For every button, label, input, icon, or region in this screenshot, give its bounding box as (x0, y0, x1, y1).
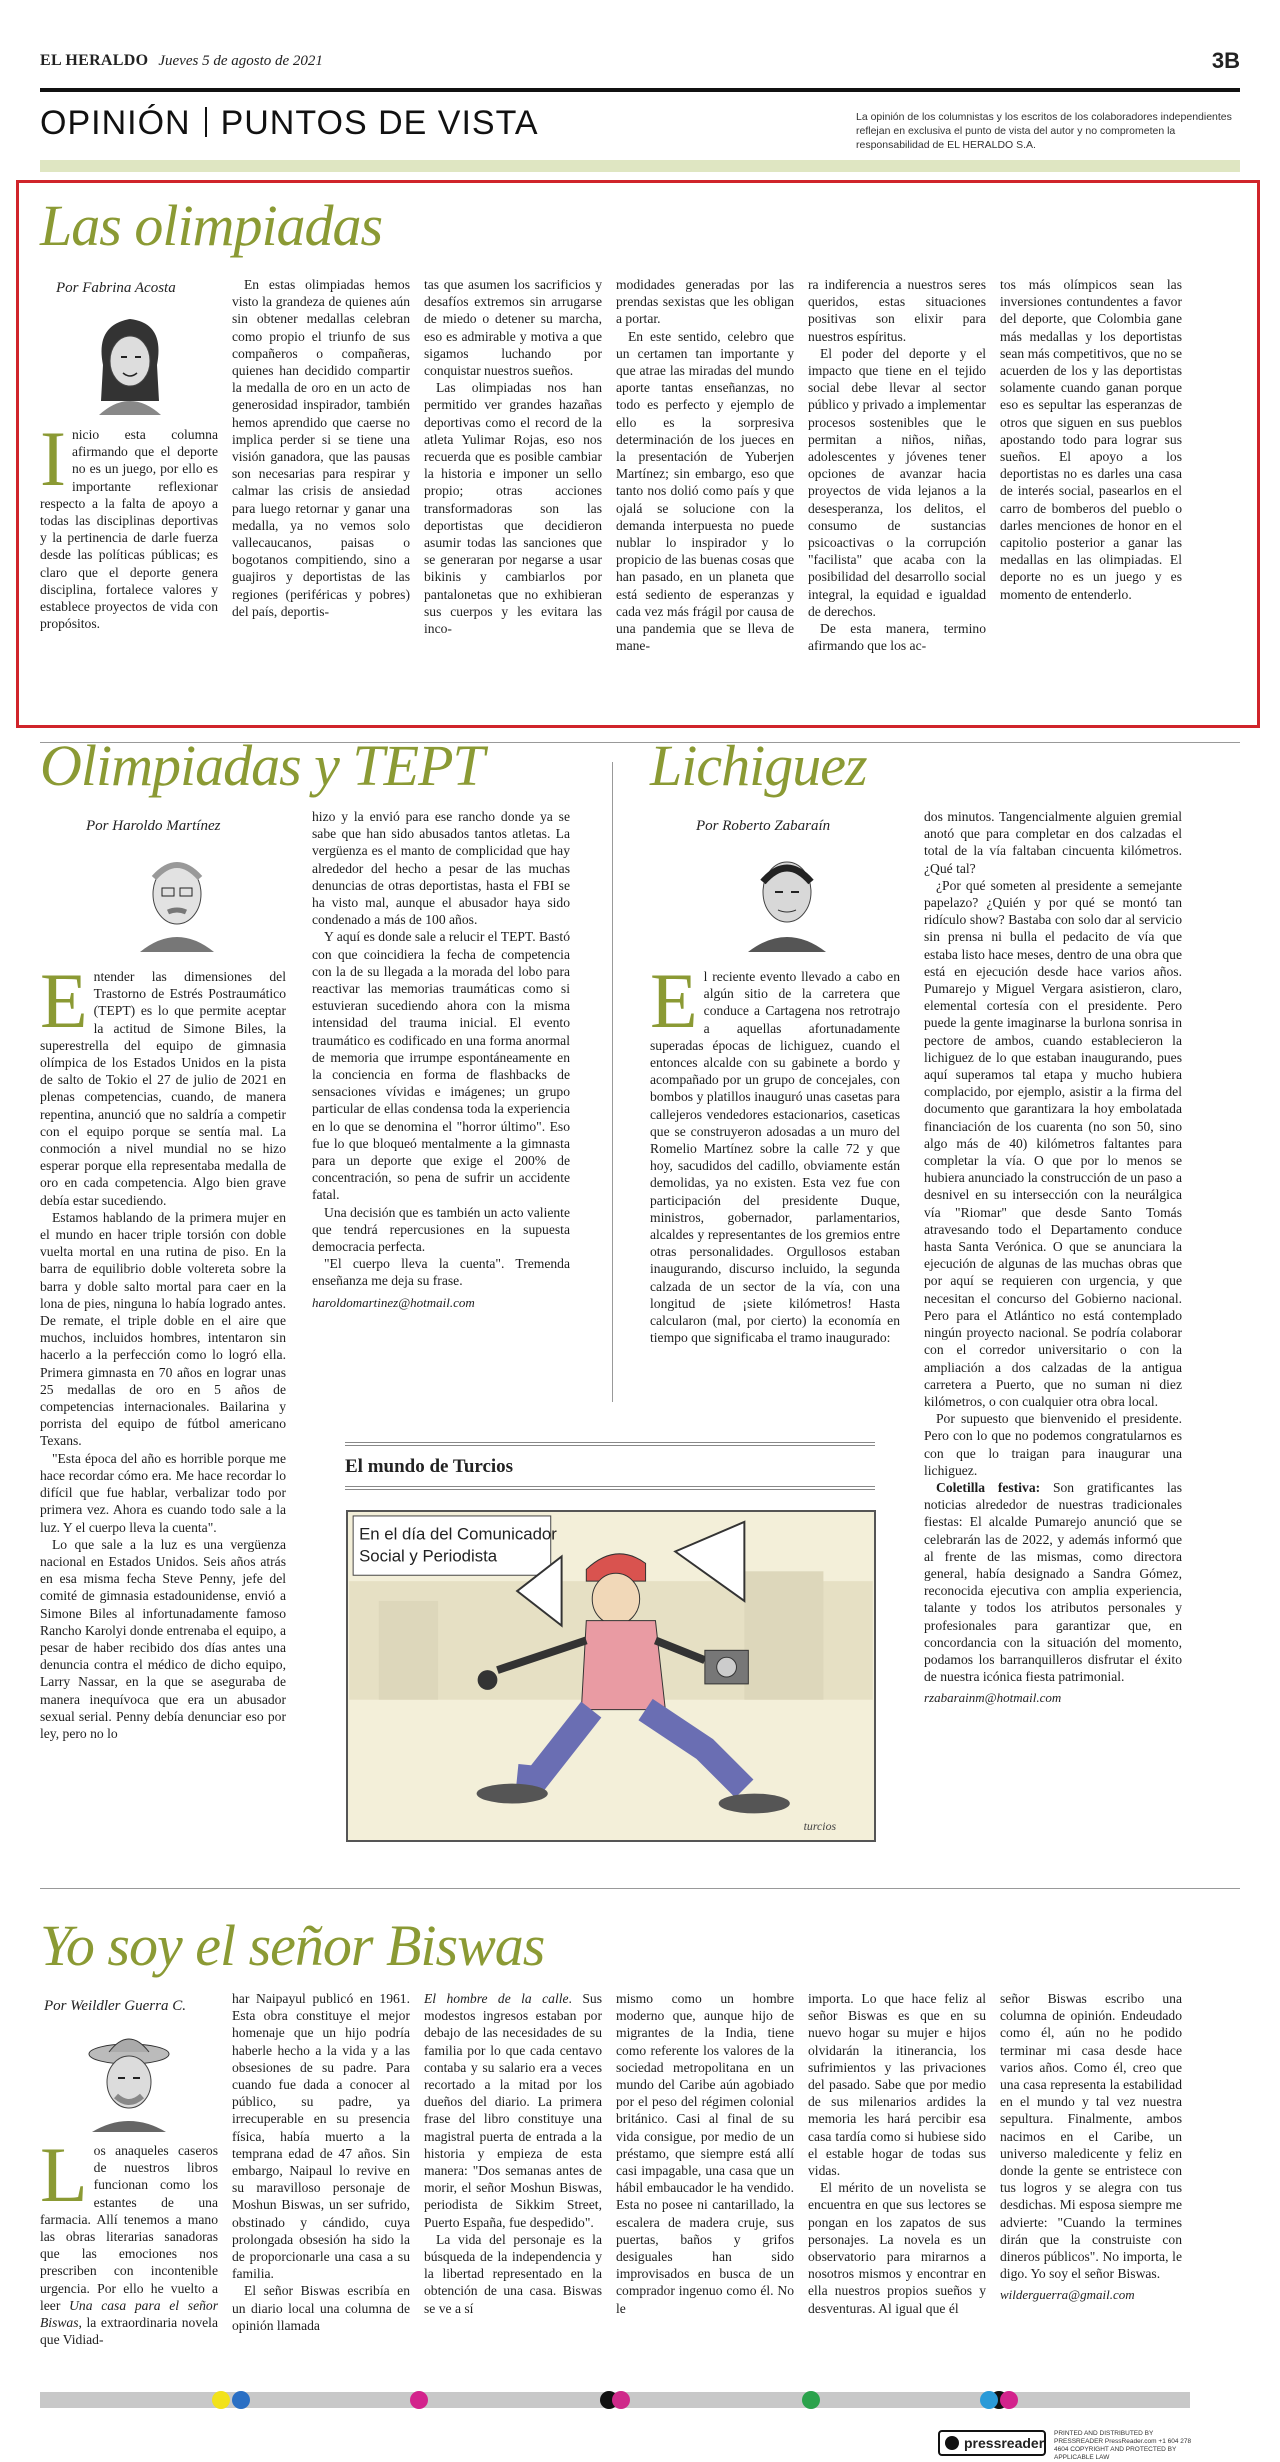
article-byline: Por Fabrina Acosta (56, 280, 176, 296)
column-text: hizo y la envió para ese rancho donde ya se sabe que han sido abusados tantos atletas. La vergüenza es el manto de complicidad que hay alrededor del hecho a pesar de las muchas denuncias de otras deportistas, hasta el FBI se ha visto mal, aunque el abusador haya sido condenado a más de 100 años. (312, 809, 570, 928)
article-title: Lichiguez (650, 733, 867, 798)
column-text: tas que asumen los sacrificios y desafíos extremos sin arrugarse de miedo o detener su marcha, eso es admirable y motiva a que sigamos luchando por conquistar nuestros sueños. (424, 277, 602, 379)
article-column (808, 1990, 986, 2385)
column-text: os anaqueles caseros de nuestros libros funcionan como los estantes de una farmacia. Allí tenemos a mano las obras literarias sanadoras que las emociones nos prescriben con incontenible urgencia. Por ello he vuelto a leer (40, 2143, 218, 2313)
column-text: En este sentido, celebro que un certamen tan importante y que atrae las miradas del mundo aporte tantas enseñanzas, no todo es perfecto y ejemplo de ello es la sorpresiva determinación de los jueces en la presentación de Yuberjen Martínez; sin embargo, eso que tanto nos dolió como país y que ojalá se solucione con la demanda interpuesta no puede nublar lo inspirador y lo propicio de las buenas cosas que han pasado, en un planeta que está sediento de esperanzas y cada vez más frágil por causa de una pandemia que se lleva de mane- (616, 328, 794, 654)
print-notice: PRINTED AND DISTRIBUTED BY PRESSREADER PressReader.com +1 604 278 4604 COPYRIGHT AND PROTECTED BY APPLICABLE LAW (1054, 2430, 1192, 2461)
column-text: l reciente evento llevado a cabo en algún sitio de la carretera que conduce a Cartagena nos retrotrajo a aquellas afortunadamente superadas épocas de lichiguez, cuando el entonces alcalde con su gabinete a bordo y acompañado por un grupo de concejales, con bombos y platillos inauguró unas casetas para callejeros vendedores estacionarios, caseticas que se construyeron adosadas a un muro del Romelio Martínez sobre la calle 72 y que hoy, sacudidos del cadillo, obviamente están demolidas, ya no existen. Esta vez fue con participación del presidente Duque, ministros, gobernador, parlamentarios, alcaldes y representantes de los gremios entre otras personalidades. Orgullosos estaban inaugurando, discurso incluido, la segunda calzada de un sector de la vía, con una longitud de ¡siete kilómetros! Hasta calcularon (mal, por cierto) la economía en tiempo que significaba el tramo inaugurado: (650, 969, 900, 1346)
article-column (40, 2131, 218, 2382)
author-photo (84, 2022, 174, 2132)
article-title: Yo soy el señor Biswas (40, 1913, 545, 1978)
drop-cap: I (40, 415, 66, 502)
cartoon-title: El mundo de Turcios (345, 1456, 514, 1477)
column-text: Y aquí es donde sale a relucir el TEPT. Bastó con que coincidiera la fecha de competencia con la de su llegada a la morada del lobo para reactivar las memorias traumáticas como si estuvieran sucediendo ahora con la misma intensidad del trauma inicial. El evento traumático es codificado en una forma anormal de memoria que irrumpe espontáneamente en la conciencia en forma de flashbacks de sensaciones vívidas e imágenes; un grupo particular de ellas condensa toda la experiencia en lo que se denomina el "horror último". Eso fue lo que bloqueó mentalmente a la gimnasta para un deporte que exige el 200% de concentración, so pena de sufrir un accidente fatal. (312, 929, 570, 1203)
drop-cap: E (650, 957, 698, 1044)
column-text: señor Biswas escribo una columna de opinión. Endeudado como él, aún no he podido terminar mi casa desde hace varios años. Como él, creo que una casa representa la estabilidad en el mundo y tal vez nuestra sepultura. Finalmente, ambos nacimos en el Caribe, un universo maledicente y feliz en donde la gente se entristece con tus logros y se alegra con tus desdichas. Mi esposa siempre me advierte: "Cuando la termines dirán que la construiste con dineros públicos". No importa, le digo. Yo soy el señor Biswas. (1000, 1991, 1182, 2282)
column-text: mismo como un hombre moderno que, aunque hijo de migrantes de la India, tiene como referente los valores de la sociedad metropolitana en un mundo del Caribe aún agobiado por el peso del régimen colonial británico. Casi al final de su vida consigue, por medio de un préstamo, que siempre está allí casi impagable, una casa que un hábil embaucador le ha vendido. Esta no posee ni cantarillado, la escalera de madera cruje, sus puertas, baños y grifos desiguales han sido improvisados en busca de un comprador ingenuo como él. No le (616, 1991, 794, 2316)
article-column (616, 276, 794, 721)
column-text: El señor Biswas escribía en un diario local una columna de opinión llamada (232, 2283, 410, 2333)
column-label: Coletilla festiva: (936, 1479, 1041, 1495)
author-email: wilderguerra@gmail.com (1000, 2287, 1135, 2303)
author-photo (85, 305, 175, 415)
drop-cap: E (40, 957, 88, 1044)
column-text: En estas olimpiadas hemos visto la grandeza de quienes aún sin obtener medallas celebran como propio el triunfo de sus compañeros o compañeras, quienes han decidido compartir la medalla de oro en un acto de generosidad inspirador, también hemos aprendido que caerse no implica perder si se tiene una visión ganadora, que las pausas son necesarias para respirar y calmar las crisis de ansiedad para luego retornar y ganar una medalla, ya no vemos solo vallecaucanos, paisas o bogotanos compitiendo, sino a guajiros y deportistas de las regiones (periféricas y pobres) del país, deportis- (232, 277, 410, 619)
column-text: La vida del personaje es la búsqueda de la independencia y la libertad representado en la obtención de una casa. Biswas se ve a sí (424, 2231, 602, 2316)
column-text: ¿Por qué someten al presidente a semejante papelazo? ¿Quién y por qué se montó tan ridículo show? Bastaba con solo dar al servicio sin prensa ni bulla el pedacito de vía que estaba listo hace meses, dentro de una obra que está en ejecución desde hace varios años. Pumarejo y Miguel Vergara asistieron, claro, elemental cortesía con el presidente. Pero puede la gente imaginarse la burlona sonrisa in pectore de ambos, cuando establecieron la lichiguez de lo que estaban inaugurando, pues aquí superamos tal etapa y mucho hubiera complacido, por ejemplo, asistir a la firma del documento que garantizara la hoy embolatada financiación de los cuarenta (no son 50, sino algo más de 40) kilómetros faltantes para completar la vía. O que por lo menos se hubiera anunciado la construcción de un paso a desnivel en su intersección con la neurálgica vía "Riomar" que desde Santo Tomás atravesando todo el Departamento conduce hasta Santa Verónica. O que se anunciara la ejecución de algunas de las muchas obras que por aquí se requieren con urgencia, y que necesitan el concurso del Gobierno nacional. Pero para el Atlántico no está contemplado ningún proyecto nacional. Se podría colaborar con el corredor universitario o con la ampliación a dos calzadas de la antigua carretera a Puerto, que no suman ni diez kilómetros, o con cualquier otra obra local. (924, 877, 1182, 1409)
article-title: Olimpiadas y TEPT (40, 733, 484, 798)
section-divider (205, 107, 207, 137)
subsection-name: PUNTOS DE VISTA (220, 104, 539, 142)
column-text: har Naipayul publicó en 1961. Esta obra constituye el mejor homenaje que un hijo podría haberle hecho a la vida y a las obsesiones de su padre. Para cuando fue dada a conocer al público, su padre, ya irrecuperable en su presencia física, había muerto a la temprana edad de 47 años. Sin embargo, Naipaul lo revive en su maravilloso personaje de Moshun Biswas, un ser sufrido, obstinado y cándido, cuya prolongada obsesión ha sido la de proporcionarle una casa a su familia. (232, 1991, 410, 2282)
column-text: De esta manera, termino afirmando que los ac- (808, 621, 986, 654)
article-column (312, 808, 570, 1388)
article-byline: Por Weildler Guerra C. (44, 1998, 186, 2014)
article-column (1000, 1990, 1182, 2385)
article-column (650, 957, 900, 1468)
cartoon-caption-line-2: Social y Periodista (359, 1546, 498, 1566)
article-column (40, 415, 218, 726)
article-column (232, 276, 410, 721)
cartoon-rule (345, 1486, 875, 1490)
article-column (424, 1990, 602, 2385)
article-column (424, 276, 602, 721)
article-column (1000, 276, 1182, 721)
column-text: modidades generadas por las prendas sexistas que les obligan a portar. (616, 277, 794, 327)
column-text: Estamos hablando de la primera mujer en el mundo en hacer triple torsión con doble vuelta mortal en una rutina de piso. En la barra de equilibrio doble voltereta sobre la barra y doble salto mortal para caer en la lona de pies, ninguna lo había logrado antes. De remate, el triple doble en el aire que muchos, incluidos hombres, intentaron sin hacerlo a la perfección como lo logró ella. Primera gimnasta en 70 años en lograr unas 25 medallas de oro en 5 años de competencias internacionales. Bailarina y porrista del equipo de fútbol americano Texans. (40, 1209, 286, 1449)
author-email: haroldomartinez@hotmail.com (312, 1294, 475, 1310)
registration-dot (212, 2391, 230, 2409)
cartoon-caption-line-1: En el día del Comunicador (359, 1524, 557, 1544)
column-text: Lo que sale a la luz es una vergüenza nacional en Estados Unidos. Seis años atrás en esa misma fecha Steve Penny, jefe del comité de gimnasia estadounidense, envió a Simone Biles al infortunadamente famoso Rancho Karolyi donde entrenaba el equipo, a pesar de haber recibido dos días antes una denuncia contra el médico de dicho equipo, Larry Nassar, en la que se aseguraba de manera inequívoca que era un abusador sexual serial. Penny debía denunciar eso por ley, pero no lo (40, 1536, 286, 1741)
column-text: importa. Lo que hace feliz al señor Biswas es que en su nuevo hogar su mujer e hijos olvidarán la itinerancia, los sufrimientos y las privaciones del pasado. Sabe que por medio de sus milenarios ardides la memoria les hará percibir esa casa tardía como si hubiese sido el estable hogar de todas sus vidas. (808, 1991, 986, 2179)
column-text: dos minutos. Tangencialmente alguien gremial anotó que para completar en dos calzadas el total de la vía faltaban cincuenta kilómetros. ¿Qué tal? (924, 809, 1182, 876)
header-rule (40, 88, 1240, 92)
column-text: El poder del deporte y el impacto que tiene en el tejido social debe llevar al sector público y privado a implementar procesos sostenibles que le permitan a niños, niñas, adolescentes y jóvenes tener opciones de avanzar hacia proyectos de vida lejanos a la desesperanza, los delitos, el consumo de sustancias psicoactivas o la corrupción "facilista" que acaba con la posibilidad del desarrollo social integral, la equidad e igualdad de derechos. (808, 345, 986, 619)
section-divider (40, 1888, 1240, 1889)
section-band (40, 160, 1240, 172)
column-text: Son gratificantes las noticias alrededor de nuestras tradicionales fiestas: El alcalde Pumarejo anunció que se celebrarán las de 2022, y además informó que al frente de las mismas, como directora general, había designado a Sandra Gómez, reconocida ejecutiva con amplia experiencia, talante y todos los atributos personales y profesionales para garantizar que, en concordancia con la situación del momento, podamos los barranquilleros disfrutar el éxito de nuestra icónica fiesta patrimonial. (924, 1479, 1182, 1685)
column-divider (612, 762, 613, 1402)
article-column (40, 957, 286, 1741)
author-photo (742, 842, 832, 952)
editorial-disclaimer: La opinión de los columnistas y los escritos de los colaboradores independientes reflejan en exclusiva el punto de vista del autor y no comprometen la responsabilidad de EL HERALDO S.A. (856, 111, 1232, 152)
column-text: Las olimpiadas nos han permitido ver grandes hazañas deportivas como el record de la atleta Yulimar Rojas, eso nos recuerda que es posible cambiar la historia e imponer un sello propio; otras acciones transformadoras son las deportistas que decidieron asumir todas las sanciones que se generaran por negarse a usar bikinis y cambiarlos por pantalonetas que no exhibieran sus cuerpos y les evitara las inco- (424, 380, 602, 637)
page-number: 3B (1211, 48, 1240, 73)
registration-dot (612, 2391, 630, 2409)
book-title: Una casa para el señor Biswas (40, 2297, 218, 2331)
column-text: ntender las dimensiones del Trastorno de Estrés Postraumático (TEPT) es lo que permite aceptar la actitud de Simone Biles, la superestrella del equipo de gimnasia olímpica de los Estados Unidos en la pista de salto de Tokio el 27 de julio de 2021 en plenas competencias, cuando, de manera repentina, anunció que no saldría a competir con el equipo porque se sentía mal. La conmoción a nivel mundial no se hizo esperar porque ella representaba medalla de oro en cada competencia. Algo bien grave debía estar sucediendo. (40, 969, 286, 1208)
author-email: rzabarainm@hotmail.com (924, 1690, 1062, 1706)
issue-date: Jueves 5 de agosto de 2021 (158, 53, 323, 69)
registration-dot (1000, 2391, 1018, 2409)
article-column (232, 1990, 410, 2385)
section-title (40, 104, 539, 143)
column-text: nicio esta columna afirmando que el deporte no es un juego, por ello es importante reflexionar respecto a la falta de apoyo a todas las disciplinas deportivas y la pertinencia de darle fuerza desde las políticas públicas; es claro que el deporte genera disciplina, fortalece valores y establece proyectos de vida con propósitos. (40, 427, 218, 632)
column-text: tos más olímpicos sean las inversiones contundentes a favor del deporte, que Colombia gane más medallas y los deportistas sean más competitivos, que no se acuerden de los y las deportistas solamente cuando ganan porque eso es sepultar las esperanzas de otros que siguen en sus pueblos apostando todo para lograr sus sueños. El apoyo a los deportistas no es darles una casa de interés social, pasearlos en el carro de bomberos del pueblo o darles menciones de honor en el capitolio posterior a ganar las medallas en las olimpiadas. El deporte no es un juego y es momento de entenderlo. (1000, 277, 1182, 602)
cartoon-image (346, 1510, 876, 1842)
pressreader-name: pressreader (964, 2435, 1045, 2451)
newspaper-name: EL HERALDO (40, 52, 149, 69)
column-text: ra indiferencia a nuestros seres queridos, estas situaciones positivas son elixir para nuestros espíritus. (808, 277, 986, 344)
section-name: OPINIÓN (40, 104, 191, 142)
column-text: Una decisión que es también un acto valiente que tendrá repercusiones en la supuesta democracia perfecta. (312, 1204, 570, 1255)
article-byline: Por Haroldo Martínez (86, 818, 221, 834)
cartoon-signature: turcios (803, 1819, 837, 1834)
article-column (808, 276, 986, 721)
column-text: Por supuesto que bienvenido el presidente. Pero con lo que no podemos congratularnos es con que lo traigan para inaugurar una lichiguez. (924, 1411, 1182, 1478)
author-photo (132, 842, 222, 952)
column-text: "El cuerpo lleva la cuenta". Tremenda enseñanza me deja su frase. (312, 1256, 570, 1289)
article-column (616, 1990, 794, 2385)
column-text: . Sus modestos ingresos estaban por debajo de las necesidades de su familia por lo que cada centavo contaba y su salario era a veces recortado a la mitad por los dueños del diario. La primera frase del libro constituye una magistral puerta de entrada a la historia y empieza de esta manera: "Dos semanas antes de morir, el señor Moshun Biswas, periodista de Sikkim Street, Puerto España, fue despedido". (424, 1991, 602, 2230)
drop-cap: L (40, 2131, 88, 2218)
registration-dot (802, 2391, 820, 2409)
column-title: El hombre de la calle (424, 1991, 569, 2006)
article-title: Las olimpiadas (40, 193, 383, 258)
page-header (40, 48, 1240, 73)
pressreader-logo (938, 2430, 1238, 2461)
registration-dot (232, 2391, 250, 2409)
column-text: , la extraordinaria novela que Vidiad- (40, 2315, 218, 2348)
column-text: El mérito de un novelista se encuentra en que sus lectores se pongan en los zapatos de sus personajes. La novela es un observatorio para mirarnos a nosotros mismos y encontrar en ella nuestros propios sueños y desventuras. Al igual que él (808, 2180, 986, 2316)
registration-dot (980, 2391, 998, 2409)
article-column (924, 808, 1182, 1848)
article-byline: Por Roberto Zabaraín (696, 818, 831, 834)
column-text: "Esta época del año es horrible porque me hace recordar cómo era. Me hace recordar lo difícil que fue hablar, verbalizar todo por primera vez. Ahora es cuando todo sale a la luz. Y el cuerpo lleva la cuenta". (40, 1450, 286, 1535)
registration-dot (410, 2391, 428, 2409)
pressreader-icon (945, 2436, 959, 2450)
pressreader-badge (938, 2430, 1046, 2456)
